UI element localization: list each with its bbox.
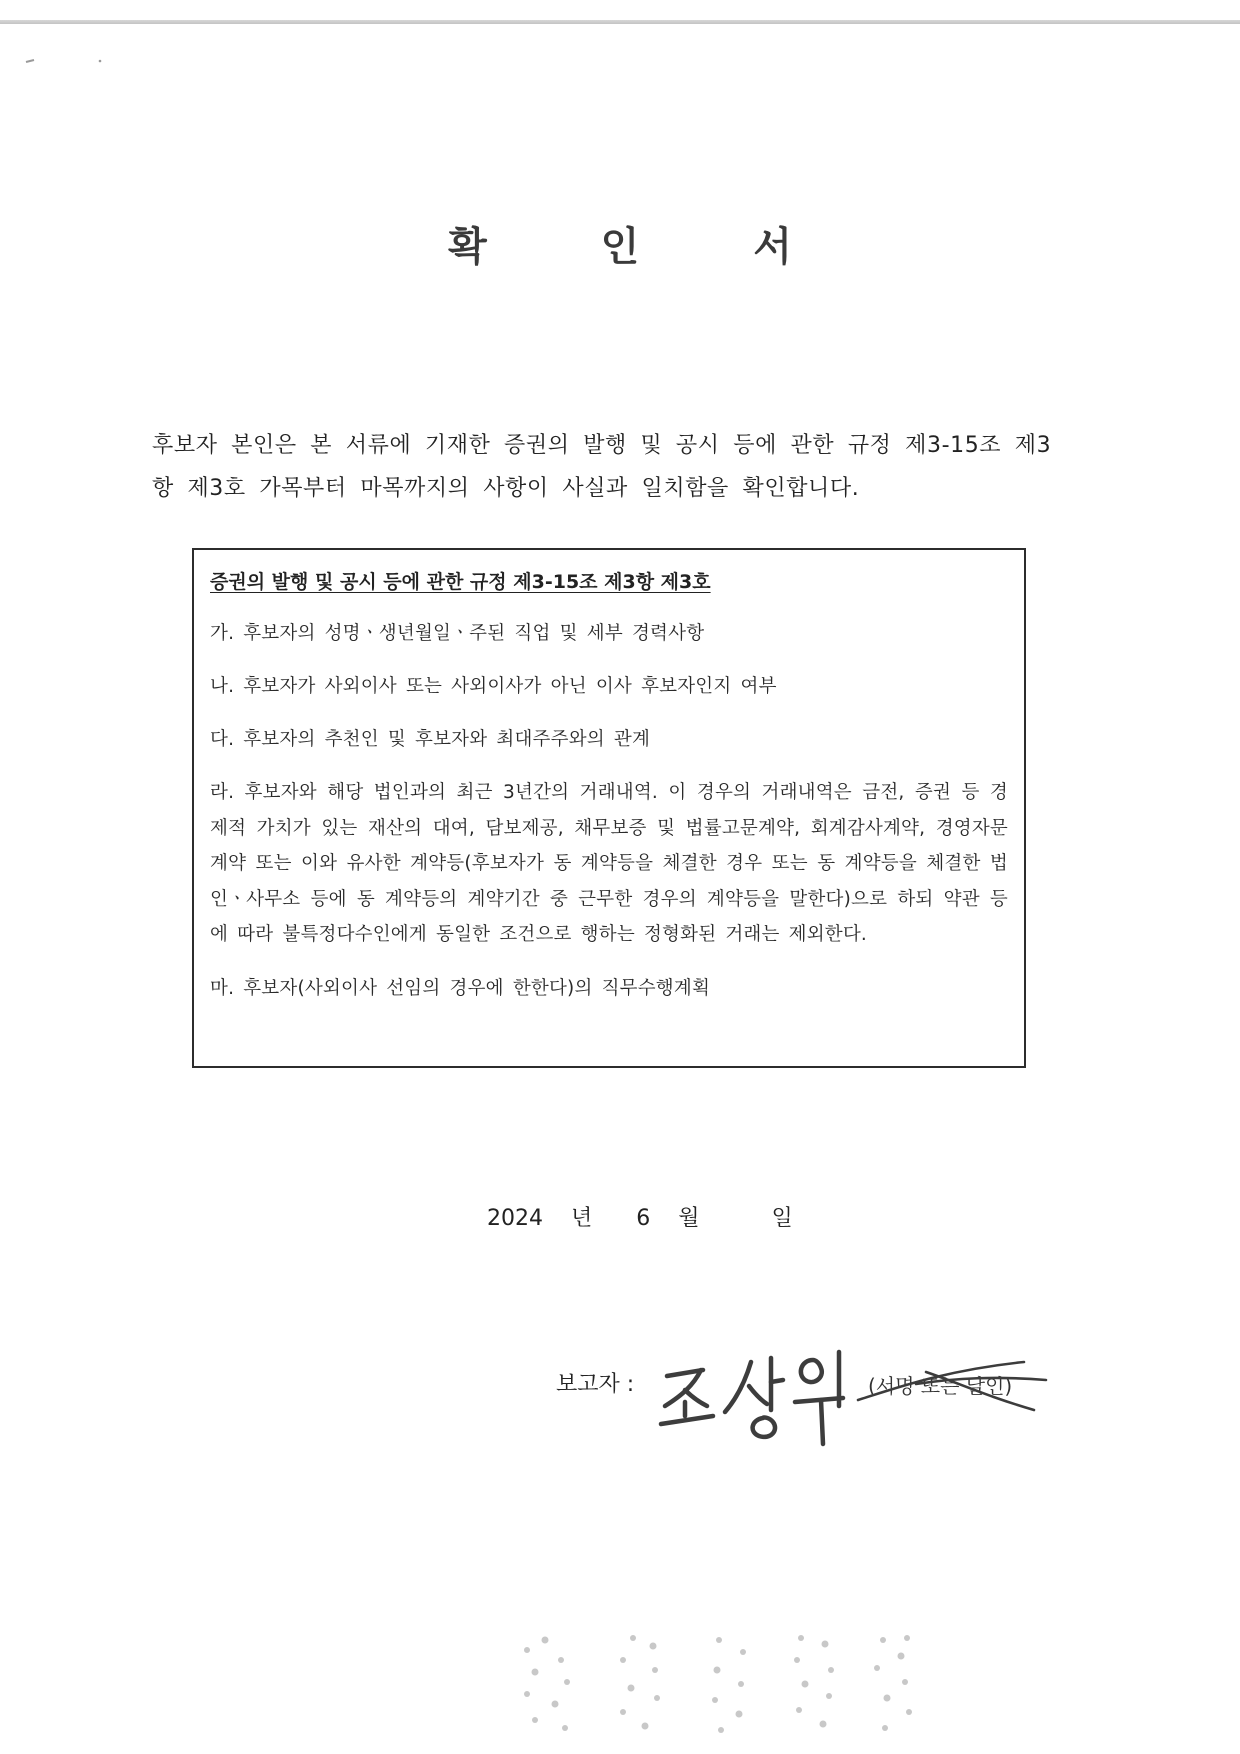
date-year: 2024 (487, 1206, 543, 1231)
regulation-criteria-box (192, 548, 1026, 1068)
criteria-item-ma: 마. 후보자(사외이사 선임의 경우에 한한다)의 직무수행계획 (210, 977, 711, 999)
seal-note: (서명 또는 날인) (868, 1374, 1013, 1398)
scan-top-rule (0, 20, 1240, 24)
criteria-item-ra: 라. 후보자와 해당 법인과의 최근 3년간의 거래내역. 이 경우의 거래내역은 금전, 증권 등 경제적 가치가 있는 재산의 대여, 담보제공, 채무보증 및 법률고문계약, 회계감사계약, 경영자문계약 또는 이와 유사한 계약등(후보자가 동 계약등을 체결한 경우 또는 동 계약등을 체결한 법인ㆍ사무소 등에 동 계약등의 계약기간 중 근무한 경우의 계약등을 말한다)으로 하되 약관 등에 따라 불특정다수인에게 동일한 조건으로 행하는 정형화된 거래는 제외한다. (210, 782, 1008, 945)
date-year-unit: 년 (571, 1206, 593, 1231)
regulation-title: 증권의 발행 및 공시 등에 관한 규정 제3-15조 제3항 제3호 (210, 571, 711, 593)
seal-note-strikethrough (856, 1348, 1056, 1418)
criteria-item-ga: 가. 후보자의 성명ㆍ생년월일ㆍ주된 직업 및 세부 경력사항 (210, 623, 705, 644)
reporter-label: 보고자 : (556, 1372, 635, 1397)
criteria-item-na: 나. 후보자가 사외이사 또는 사외이사가 아닌 이사 후보자인지 여부 (210, 676, 777, 697)
document-date (487, 1204, 793, 1234)
criteria-item-da: 다. 후보자의 추천인 및 후보자와 최대주주와의 관계 (210, 729, 651, 750)
date-month-unit: 월 (678, 1206, 700, 1231)
page-title: 확 인 서 (448, 224, 842, 270)
scan-specks (24, 56, 114, 68)
date-month: 6 (636, 1206, 651, 1231)
confirmation-statement: 후보자 본인은 본 서류에 기재한 증권의 발행 및 공시 등에 관한 규정 제3-15조 제3항 제3호 가목부터 마목까지의 사항이 사실과 일치함을 확인합니다. (152, 433, 1052, 501)
scan-dot-pattern (505, 1630, 965, 1740)
handwritten-signature (655, 1340, 855, 1450)
date-day-unit: 일 (771, 1206, 793, 1231)
